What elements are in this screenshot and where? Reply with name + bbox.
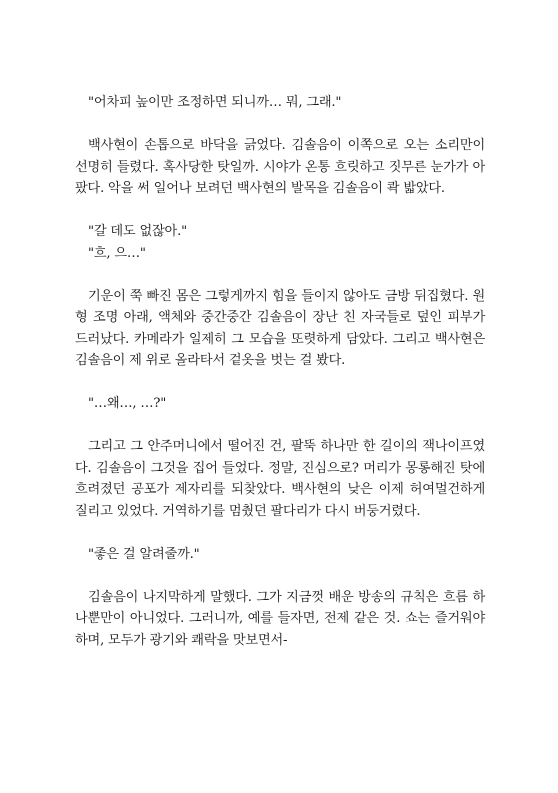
paragraph-gap bbox=[75, 415, 485, 437]
paragraph-gap bbox=[75, 114, 485, 136]
paragraph: 김솔음이 나지막하게 말했다. 그가 지금껏 배운 방송의 규칙은 흐름 하나뿐만이 아니었다. 그러니까, 예를 들자면, 전제 같은 것. 쇼는 즐거워야 하며, 모두가 광기와 쾌락을 맛보면서- bbox=[75, 589, 485, 648]
dialogue-line: "갈 데도 없잖아." bbox=[88, 224, 187, 239]
dialogue-line: "흐, 으…" bbox=[88, 245, 146, 261]
dialogue-line: "…왜…, …?" bbox=[88, 396, 167, 411]
paragraph: 기운이 쭉 빠진 몸은 그렇게까지 힘을 들이지 않아도 금방 뒤집혔다. 원형 조명 아래, 액체와 중간중간 김솔음이 장난 친 자국들로 덮인 피부가 드러났다. 카메라가 일제히 그 모습을 또렷하게 담았다. 그리고 백사현은 김솔음이 제 위로 올라타서 겉옷을 벗는 걸 봤다. bbox=[75, 288, 485, 368]
paragraph-gap bbox=[75, 200, 485, 222]
dialogue-line: "좋은 걸 알려줄까." bbox=[88, 546, 200, 562]
paragraph-gap bbox=[75, 522, 485, 544]
dialogue-line: "어차피 높이만 조정하면 되니까… 뭐, 그래." bbox=[88, 95, 342, 110]
paragraph: 그리고 그 안주머니에서 떨어진 건, 팔뚝 하나만 한 길이의 잭나이프였다. 김솔음이 그것을 집어 들었다. 정말, 진심으로? 머리가 몽롱해진 탓에 흐려졌던 공포가 제자리를 되찾았다. 백사현의 낮은 이제 허여멀건하게 질리고 있었다. 거역하기를 멈췄던 팔다리가 다시 버둥거렸다. bbox=[75, 439, 485, 519]
paragraph: 백사현이 손톱으로 바닥을 긁었다. 김솔음이 이쪽으로 오는 소리만이 선명히 들렸다. 혹사당한 탓일까. 시야가 온통 흐릿하고 짓무른 눈가가 아팠다. 악을 써 일어나 보려던 백사현의 발목을 김솔음이 콱 밟았다. bbox=[75, 138, 485, 196]
paragraph-gap bbox=[75, 565, 485, 587]
paragraph-gap bbox=[75, 264, 485, 286]
paragraph-gap bbox=[75, 372, 485, 394]
document-body bbox=[75, 92, 485, 651]
